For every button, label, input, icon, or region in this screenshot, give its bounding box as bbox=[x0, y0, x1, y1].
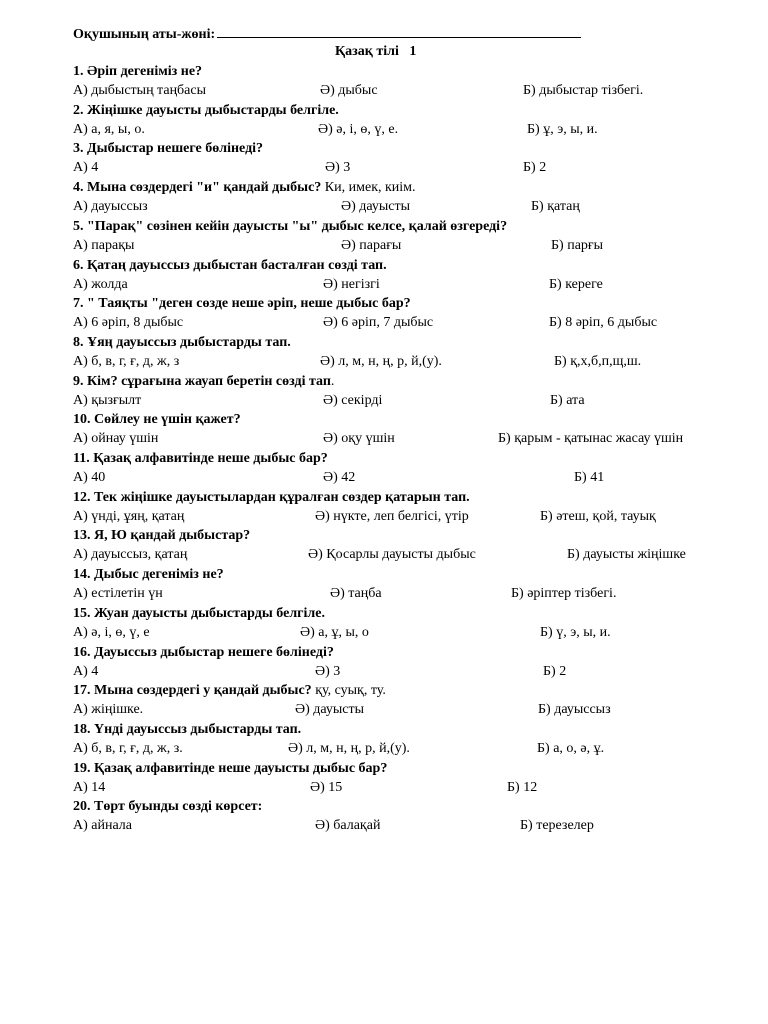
answer-option: А) б, в, г, ғ, д, ж, з bbox=[73, 353, 180, 369]
answer-option: Ә) 42 bbox=[323, 470, 356, 485]
question-text: 2. Жіңішке дауысты дыбыстарды белгіле. bbox=[73, 102, 339, 118]
answer-option: А) дауыссыз, қатаң bbox=[73, 547, 188, 563]
answer-option: Ә) 3 bbox=[315, 663, 341, 679]
question-text: 5. "Парақ" сөзінен кейін дауысты "ы" дыбыс келсе, қалай өзгереді? bbox=[73, 218, 508, 234]
question-7 bbox=[73, 296, 411, 312]
question-text: 16. Дауыссыз дыбыстар нешеге бөлінеді? bbox=[73, 644, 334, 660]
question-example: қу, суық, ту. bbox=[311, 683, 386, 699]
answer-option: А) б, в, г, ғ, д, ж, з. bbox=[73, 740, 183, 756]
question-10 bbox=[73, 412, 241, 428]
answer-option: А) дыбыстың таңбасы bbox=[73, 83, 207, 98]
answer-option: Ә) балақай bbox=[315, 818, 381, 834]
question-text: 4. Мына сөздердегі "и" қандай дыбыс? bbox=[73, 180, 322, 196]
answer-option: А) жолда bbox=[73, 276, 128, 292]
student-name-field bbox=[73, 25, 581, 43]
question-text: 14. Дыбыс дегеніміз не? bbox=[73, 567, 224, 583]
answer-option: Б) 2 bbox=[523, 160, 547, 176]
question-text: 11. Қазақ алфавитінде неше дыбыс бар? bbox=[73, 451, 328, 466]
answer-option: Б) ұ, э, ы, и. bbox=[527, 121, 598, 137]
answer-option: Б) кереге bbox=[549, 276, 603, 292]
answer-option: Б) қарым - қатынас жасау үшін bbox=[498, 431, 684, 447]
name-underline bbox=[217, 25, 581, 38]
answer-option: Ә) л, м, н, ң, р, й,(у). bbox=[288, 740, 410, 756]
question-16 bbox=[73, 645, 334, 661]
question-9 bbox=[73, 374, 334, 390]
answer-option: А) ойнау үшін bbox=[73, 431, 159, 447]
question-text: 3. Дыбыстар нешеге бөлінеді? bbox=[73, 141, 264, 157]
question-text: 1. Әріп дегеніміз не? bbox=[73, 64, 203, 79]
answer-option: Ә) л, м, н, ң, р, й,(у). bbox=[320, 353, 442, 369]
answer-option: А) айнала bbox=[73, 818, 133, 834]
answer-option: А) үнді, ұяң, қатаң bbox=[73, 508, 185, 524]
question-text: 8. Ұяң дауыссыз дыбыстарды тап. bbox=[73, 334, 291, 350]
answer-option: Б) қ,х,б,п,щ,ш. bbox=[554, 353, 642, 369]
question-example: Ки, имек, киім. bbox=[321, 180, 416, 196]
question-8 bbox=[73, 335, 291, 351]
answer-option: Б) парғы bbox=[551, 237, 604, 253]
answer-option: Ә) а, ұ, ы, о bbox=[300, 624, 369, 640]
answer-option: А) парақы bbox=[73, 237, 135, 253]
question-text: 9. Кім? сұрағына жауап беретін сөзді тап bbox=[73, 373, 331, 389]
question-text: 19. Қазақ алфавитінде неше дауысты дыбыс бар? bbox=[73, 760, 388, 776]
answer-option: Б) 8 әріп, 6 дыбыс bbox=[549, 315, 658, 331]
question-text: 18. Үнді дауыссыз дыбыстарды тап. bbox=[73, 721, 302, 737]
question-11 bbox=[73, 451, 328, 467]
answer-option: А) 4 bbox=[73, 663, 99, 679]
answer-option: Б) дауыссыз bbox=[538, 702, 611, 718]
question-14 bbox=[73, 567, 224, 583]
subject-title: Қазақ тілі 1 bbox=[335, 44, 417, 59]
answer-option: Ә) секірді bbox=[323, 392, 383, 408]
answer-option: А) 6 әріп, 8 дыбыс bbox=[73, 315, 184, 331]
answer-option: А) естілетін үн bbox=[73, 586, 163, 602]
question-text: 17. Мына сөздердегі у қандай дыбыс? bbox=[73, 683, 312, 699]
question-12 bbox=[73, 490, 470, 506]
answer-option: Ә) дауысты bbox=[341, 199, 411, 215]
question-example: . bbox=[330, 373, 335, 389]
answer-option: Ә) ә, і, ө, ү, е. bbox=[318, 121, 399, 137]
answer-option: А) 4 bbox=[73, 160, 99, 176]
answer-option: А) 14 bbox=[73, 779, 106, 795]
answer-option: А) жіңішке. bbox=[73, 702, 144, 718]
answer-option: Б) 41 bbox=[574, 470, 605, 485]
question-4 bbox=[73, 180, 416, 196]
question-2 bbox=[73, 103, 339, 119]
answer-option: Ә) 3 bbox=[325, 160, 351, 176]
question-text: 7. " Таяқты "деген сөзде неше әріп, неше дыбыс бар? bbox=[73, 296, 411, 312]
answer-option: Ә) оқу үшін bbox=[323, 431, 395, 447]
question-text: 20. Төрт буынды сөзді көрсет: bbox=[73, 799, 263, 815]
answer-option: Ә) негізгі bbox=[323, 276, 380, 292]
question-17 bbox=[73, 683, 386, 699]
question-5 bbox=[73, 219, 507, 235]
answer-option: Ә) дыбыс bbox=[320, 83, 378, 98]
answer-option: Ә) 15 bbox=[310, 779, 343, 795]
answer-option: Б) әріптер тізбегі. bbox=[511, 586, 617, 602]
question-15 bbox=[73, 606, 325, 622]
question-text: 6. Қатаң дауыссыз дыбыстан басталған сөзді тап. bbox=[73, 257, 387, 273]
question-1 bbox=[73, 64, 202, 80]
question-3 bbox=[73, 141, 263, 157]
answer-option: Б) 12 bbox=[507, 779, 538, 795]
student-name-label: Оқушының аты-жөні: bbox=[73, 27, 216, 42]
answer-option: Б) қатаң bbox=[531, 199, 580, 215]
answer-option: Ә) дауысты bbox=[295, 702, 365, 718]
answer-option: А) а, я, ы, о. bbox=[73, 121, 145, 137]
question-20 bbox=[73, 799, 262, 815]
question-text: 13. Я, Ю қандай дыбыстар? bbox=[73, 528, 251, 544]
answer-option: Ә) таңба bbox=[330, 586, 382, 602]
answer-option: Б) терезелер bbox=[520, 818, 594, 834]
question-19 bbox=[73, 761, 387, 777]
answer-option: Ә) 6 әріп, 7 дыбыс bbox=[323, 315, 434, 331]
answer-option: А) ә, і, ө, ү, е bbox=[73, 624, 150, 640]
question-text: 15. Жуан дауысты дыбыстарды белгіле. bbox=[73, 605, 325, 621]
answer-option: Ә) парағы bbox=[341, 237, 402, 253]
answer-option: А) дауыссыз bbox=[73, 199, 148, 215]
answer-option: Б) а, о, ә, ұ. bbox=[537, 740, 605, 756]
question-text: 12. Тек жіңішке дауыстылардан құралған сөздер қатарын тап. bbox=[73, 489, 470, 505]
question-text: 10. Сөйлеу не үшін қажет? bbox=[73, 412, 241, 428]
question-18 bbox=[73, 722, 301, 738]
answer-option: Б) ата bbox=[550, 392, 585, 408]
answer-option: Ә) Қосарлы дауысты дыбыс bbox=[308, 547, 476, 563]
question-6 bbox=[73, 258, 387, 274]
answer-option: Б) әтеш, қой, тауық bbox=[540, 508, 656, 524]
answer-option: А) қызғылт bbox=[73, 392, 142, 408]
answer-option: Б) 2 bbox=[543, 663, 567, 679]
answer-option: Б) ү, э, ы, и. bbox=[540, 624, 611, 640]
answer-option: Б) дыбыстар тізбегі. bbox=[523, 83, 644, 98]
answer-option: А) 40 bbox=[73, 470, 106, 485]
answer-option: Ә) нүкте, леп белгісі, үтір bbox=[315, 508, 469, 524]
answer-option: Б) дауысты жіңішке bbox=[567, 547, 686, 563]
question-13 bbox=[73, 528, 250, 544]
